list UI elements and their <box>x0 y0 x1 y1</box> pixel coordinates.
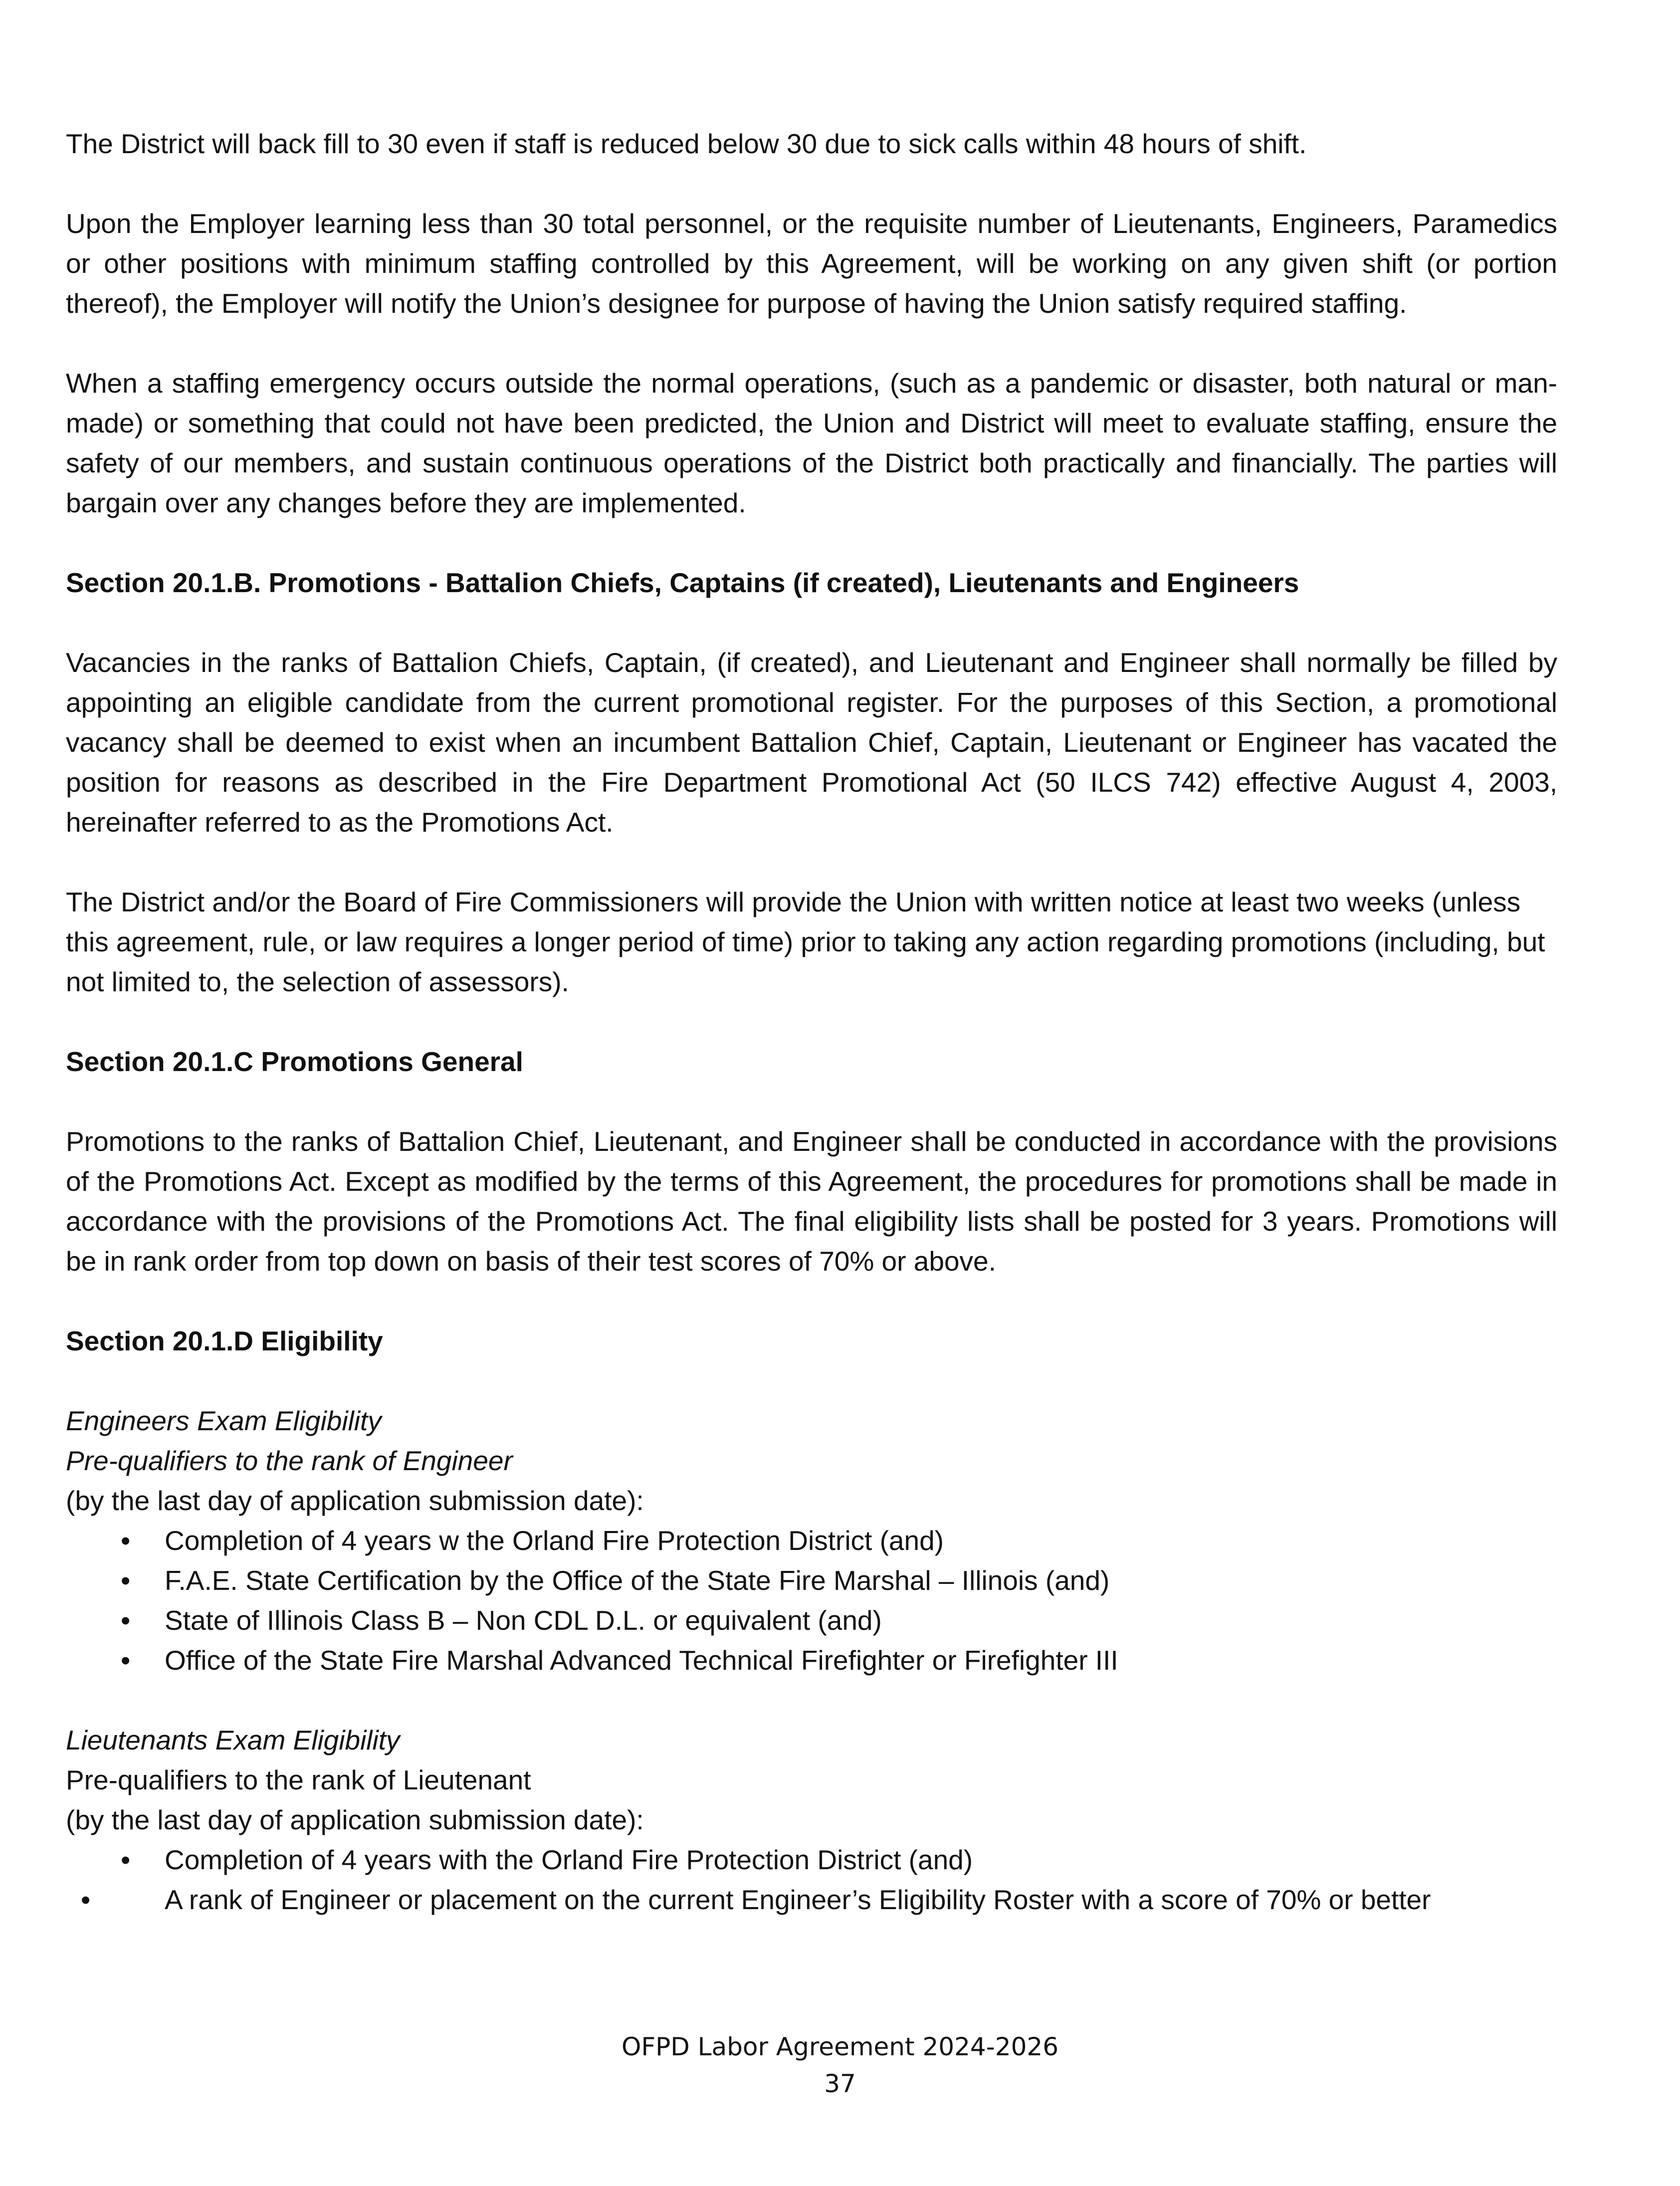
lieutenants-eligibility-title: Lieutenants Exam Eligibility <box>66 1725 400 1755</box>
list-item <box>66 1840 1557 1880</box>
bullet-icon: • <box>121 1605 131 1636</box>
engineers-requirements-list <box>66 1521 1557 1680</box>
engineers-prequalifiers-subtitle: Pre-qualifiers to the rank of Engineer <box>66 1445 513 1476</box>
section-20-1-c-heading: Section 20.1.C Promotions General <box>66 1046 523 1077</box>
bullet-icon: • <box>121 1565 131 1596</box>
bullet-icon: • <box>121 1525 131 1556</box>
paragraph-vacancies: Vacancies in the ranks of Battalion Chiefs, Captain, (if created), and Lieutenant and Engineer shall normally be filled by appointing an eligible candidate from the current promotional register. For the purposes of this Section, a promotional vacancy shall be deemed to exist when an incumbent Battalion Chief, Captain, Lieutenant or Engineer has vacated the position for reasons as described in the Fire Department Promotional Act (50 ILCS 742) effective August 4, 2003, hereinafter referred to as the Promotions Act. <box>66 647 1557 838</box>
bullet-icon: • <box>81 1884 91 1915</box>
engineers-eligibility-title: Engineers Exam Eligibility <box>66 1405 382 1436</box>
footer-page-number: 37 <box>824 2069 856 2098</box>
lieutenants-eligibility-block <box>66 1720 1557 1920</box>
section-20-1-d-heading: Section 20.1.D Eligibility <box>66 1325 383 1356</box>
paragraph-promotions-general: Promotions to the ranks of Battalion Chief, Lieutenant, and Engineer shall be conducted in accordance with the provisions of the Promotions Act. Except as modified by the terms of this Agreement, the procedures for promotions shall be made in accordance with the provisions of the Promotions Act. The final eligibility lists shall be posted for 3 years. Promotions will be in rank order from top down on basis of their test scores of 70% or above. <box>66 1126 1557 1277</box>
list-item-text: Office of the State Fire Marshal Advanced Technical Firefighter or Firefighter III <box>165 1645 1118 1676</box>
lieutenants-requirements-list <box>66 1840 1557 1920</box>
paragraph-backfill: The District will back fill to 30 even if staff is reduced below 30 due to sick calls within 48 hours of shift. <box>66 128 1307 159</box>
list-item-text: A rank of Engineer or placement on the current Engineer’s Eligibility Roster with a score of 70% or better <box>165 1884 1431 1915</box>
list-item <box>66 1521 1557 1560</box>
list-item-text: State of Illinois Class B – Non CDL D.L. or equivalent (and) <box>165 1605 882 1636</box>
section-20-1-b-heading: Section 20.1.B. Promotions - Battalion Chiefs, Captains (if created), Lieutenants and Engineers <box>66 567 1299 598</box>
paragraph-written-notice: The District and/or the Board of Fire Commissioners will provide the Union with written notice at least two weeks (unless this agreement, rule, or law requires a longer period of time) prior to taking any action regarding promotions (including, but not limited to, the selection of assessors). <box>66 886 1545 997</box>
list-item-text: F.A.E. State Certification by the Office of the State Fire Marshal – Illinois (and) <box>165 1565 1110 1596</box>
engineers-submission-note: (by the last day of application submission date): <box>66 1485 644 1516</box>
list-item <box>66 1560 1557 1600</box>
list-item <box>66 1600 1557 1640</box>
list-item-text: Completion of 4 years with the Orland Fire Protection District (and) <box>165 1844 973 1875</box>
list-item-text: Completion of 4 years w the Orland Fire Protection District (and) <box>165 1525 944 1556</box>
list-item <box>66 1640 1557 1680</box>
bullet-icon: • <box>121 1844 131 1875</box>
bullet-icon: • <box>121 1645 131 1676</box>
engineers-eligibility-block <box>66 1401 1557 1680</box>
paragraph-staffing-notice: Upon the Employer learning less than 30 total personnel, or the requisite number of Lieutenants, Engineers, Paramedics or other positions with minimum staffing controlled by this Agreement, will be working on any given shift (or portion thereof), the Employer will notify the Union’s designee for purpose of having the Union satisfy required staffing. <box>66 208 1557 319</box>
lieutenants-submission-note: (by the last day of application submission date): <box>66 1804 644 1835</box>
paragraph-staffing-emergency: When a staffing emergency occurs outside the normal operations, (such as a pandemic or disaster, both natural or man-made) or something that could not have been predicted, the Union and District will meet to evaluate staffing, ensure the safety of our members, and sustain continuous operations of the District both practically and financially. The parties will bargain over any changes before they are implemented. <box>66 368 1557 518</box>
footer-document-title: OFPD Labor Agreement 2024-2026 <box>621 2032 1059 2061</box>
list-item <box>66 1880 1557 1920</box>
lieutenants-prequalifiers-subtitle: Pre-qualifiers to the rank of Lieutenant <box>66 1764 531 1795</box>
page-body <box>66 124 1557 1920</box>
